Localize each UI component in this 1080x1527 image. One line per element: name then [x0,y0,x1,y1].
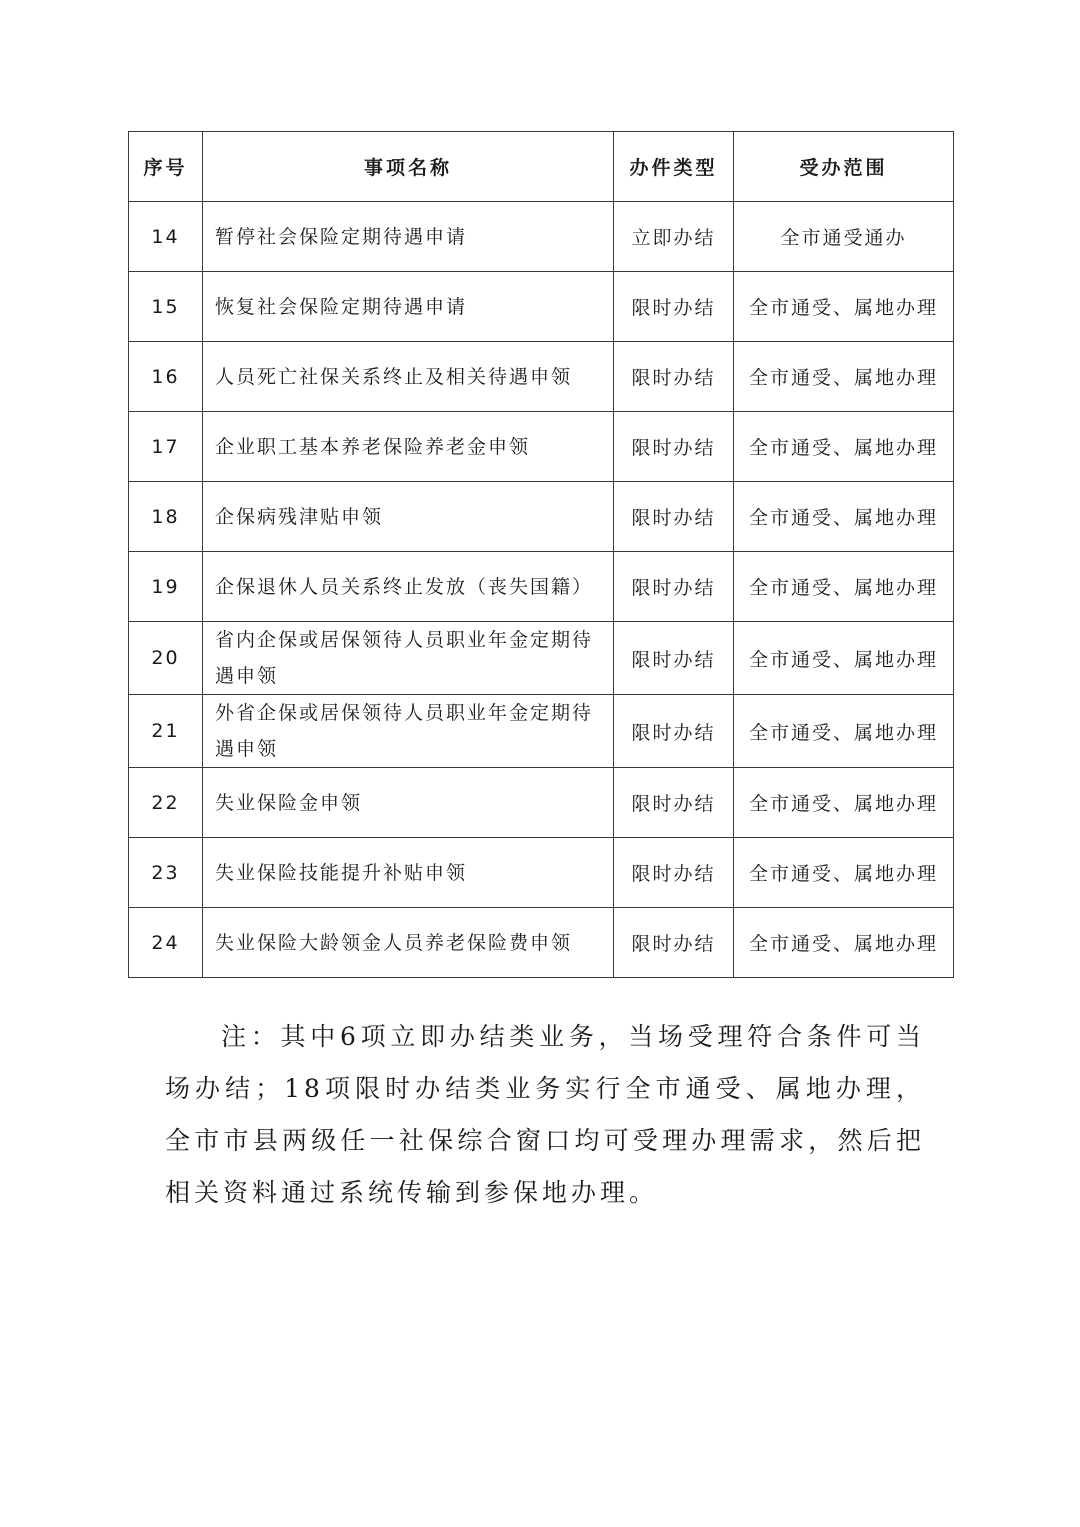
row-number: 15 [129,272,203,342]
table-row [129,552,954,622]
table-row [129,838,954,908]
item-name: 失业保险技能提升补贴申领 [203,838,614,908]
header-no: 序号 [129,132,203,202]
item-name: 企业职工基本养老保险养老金申领 [203,412,614,482]
service-scope: 全市通受、属地办理 [734,838,954,908]
service-scope: 全市通受、属地办理 [734,412,954,482]
item-name: 失业保险金申领 [203,768,614,838]
item-name: 企保退休人员关系终止发放（丧失国籍） [203,552,614,622]
processing-type: 限时办结 [614,342,734,412]
table-row [129,342,954,412]
item-name: 人员死亡社保关系终止及相关待遇申领 [203,342,614,412]
table-row [129,695,954,768]
table-row [129,482,954,552]
item-name: 暂停社会保险定期待遇申请 [203,202,614,272]
item-name: 恢复社会保险定期待遇申请 [203,272,614,342]
row-number: 20 [129,622,203,695]
service-scope: 全市通受、属地办理 [734,552,954,622]
item-name: 失业保险大龄领金人员养老保险费申领 [203,908,614,978]
item-name: 企保病残津贴申领 [203,482,614,552]
processing-type: 限时办结 [614,412,734,482]
table-row [129,412,954,482]
row-number: 19 [129,552,203,622]
service-items-table [128,131,954,978]
row-number: 21 [129,695,203,768]
header-scope: 受办范围 [734,132,954,202]
row-number: 24 [129,908,203,978]
row-number: 22 [129,768,203,838]
service-scope: 全市通受、属地办理 [734,768,954,838]
table-row [129,202,954,272]
table-row [129,622,954,695]
header-name: 事项名称 [203,132,614,202]
processing-type: 限时办结 [614,695,734,768]
processing-type: 限时办结 [614,552,734,622]
row-number: 18 [129,482,203,552]
processing-type: 限时办结 [614,768,734,838]
processing-type: 限时办结 [614,908,734,978]
row-number: 17 [129,412,203,482]
table-row [129,272,954,342]
processing-type: 限时办结 [614,482,734,552]
row-number: 23 [129,838,203,908]
processing-type: 限时办结 [614,838,734,908]
table-header-row [129,132,954,202]
item-name: 外省企保或居保领待人员职业年金定期待遇申领 [203,695,614,768]
processing-type: 立即办结 [614,202,734,272]
header-type: 办件类型 [614,132,734,202]
item-name: 省内企保或居保领待人员职业年金定期待遇申领 [203,622,614,695]
table-row [129,908,954,978]
service-scope: 全市通受、属地办理 [734,482,954,552]
row-number: 16 [129,342,203,412]
table-row [129,768,954,838]
footnote-paragraph: 注：其中6项立即办结类业务，当场受理符合条件可当场办结；18项限时办结类业务实行全市通受、属地办理，全市市县两级任一社保综合窗口均可受理办理需求，然后把相关资料通过系统传输到参保地办理。 [165,1022,925,1207]
processing-type: 限时办结 [614,622,734,695]
service-scope: 全市通受、属地办理 [734,695,954,768]
service-scope: 全市通受通办 [734,202,954,272]
processing-type: 限时办结 [614,272,734,342]
service-scope: 全市通受、属地办理 [734,908,954,978]
row-number: 14 [129,202,203,272]
service-scope: 全市通受、属地办理 [734,272,954,342]
service-scope: 全市通受、属地办理 [734,622,954,695]
service-scope: 全市通受、属地办理 [734,342,954,412]
